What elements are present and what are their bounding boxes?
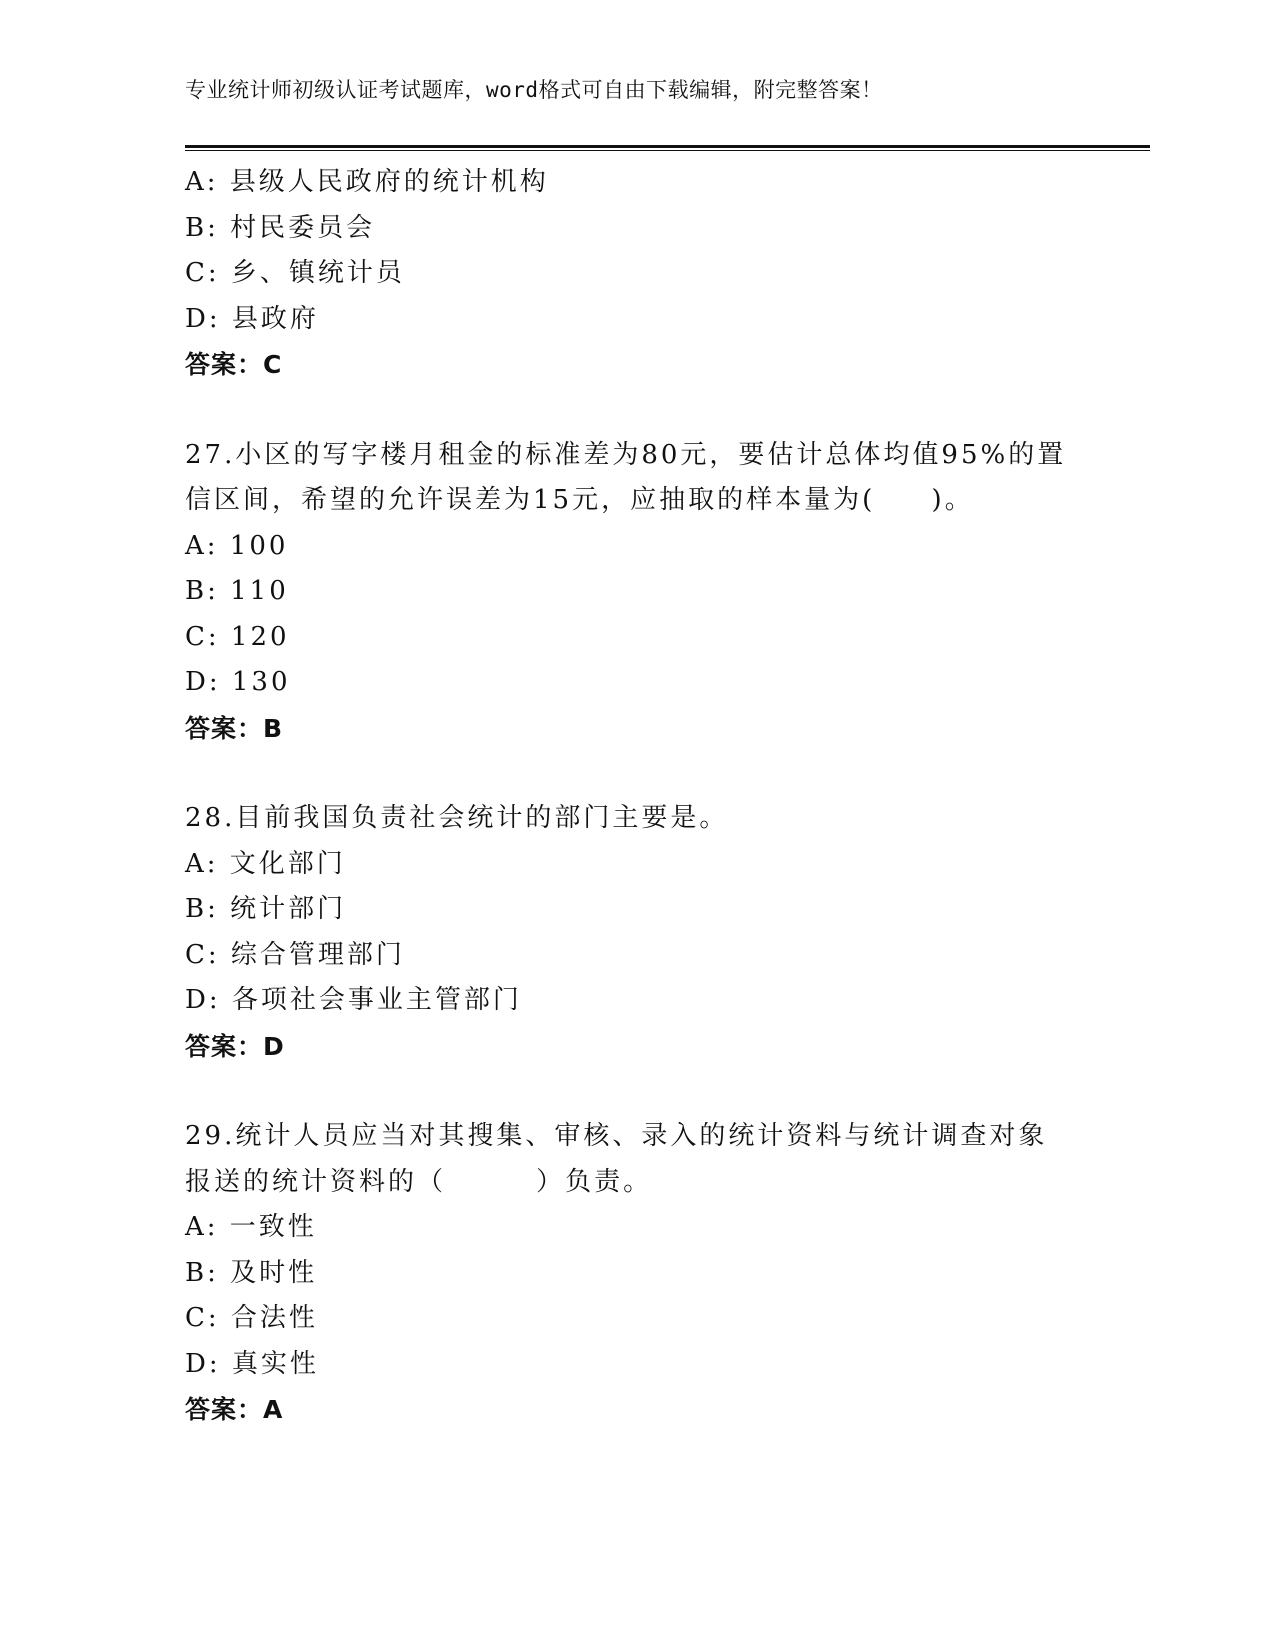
header-divider-thick — [185, 145, 1150, 148]
option-d: D: 各项社会事业主管部门 — [185, 985, 522, 1015]
answer: 答案：C — [185, 350, 283, 379]
option-a: A: 一致性 — [185, 1212, 317, 1242]
spacer — [185, 751, 1075, 796]
option-c: C: 综合管理部门 — [185, 939, 405, 970]
option-b: B: 村民委员会 — [185, 212, 376, 243]
question-list — [185, 160, 1075, 1433]
option-a: A: 100 — [185, 530, 289, 561]
answer: 答案：B — [185, 713, 284, 743]
question-stem: 27.小区的写字楼月租金的标准差为80元，要估计总体均值95%的置信区间，希望的允许误差为15元，应抽取的样本量为( )。 — [185, 439, 1067, 515]
option-d: D: 县政府 — [185, 303, 319, 334]
option-c: C: 乡、镇统计员 — [185, 258, 405, 288]
question-27 — [185, 433, 1075, 752]
option-d: D: 真实性 — [185, 1348, 319, 1379]
question-28 — [185, 796, 1075, 1069]
spacer — [185, 388, 1075, 433]
spacer — [185, 1069, 1075, 1114]
option-c: C: 120 — [185, 621, 290, 652]
option-b: B: 110 — [185, 576, 289, 606]
option-a: A: 文化部门 — [185, 848, 346, 879]
option-a: A: 县级人民政府的统计机构 — [185, 167, 549, 197]
question-stem: 28.目前我国负责社会统计的部门主要是。 — [185, 803, 729, 833]
question-29 — [185, 1114, 1075, 1433]
option-d: D: 130 — [185, 667, 291, 697]
answer: 答案：D — [185, 1031, 285, 1061]
header-divider-thin — [185, 150, 1150, 151]
question-26 — [185, 160, 1075, 388]
question-stem: 29.统计人员应当对其搜集、审核、录入的统计资料与统计调查对象报送的统计资料的（ ）负责。 — [185, 1121, 1048, 1197]
answer: 答案：A — [185, 1395, 284, 1424]
page-header: 专业统计师初级认证考试题库，word格式可自由下载编辑，附完整答案！ — [185, 78, 883, 102]
option-b: B: 及时性 — [185, 1257, 318, 1288]
option-c: C: 合法性 — [185, 1303, 318, 1333]
option-b: B: 统计部门 — [185, 894, 347, 924]
